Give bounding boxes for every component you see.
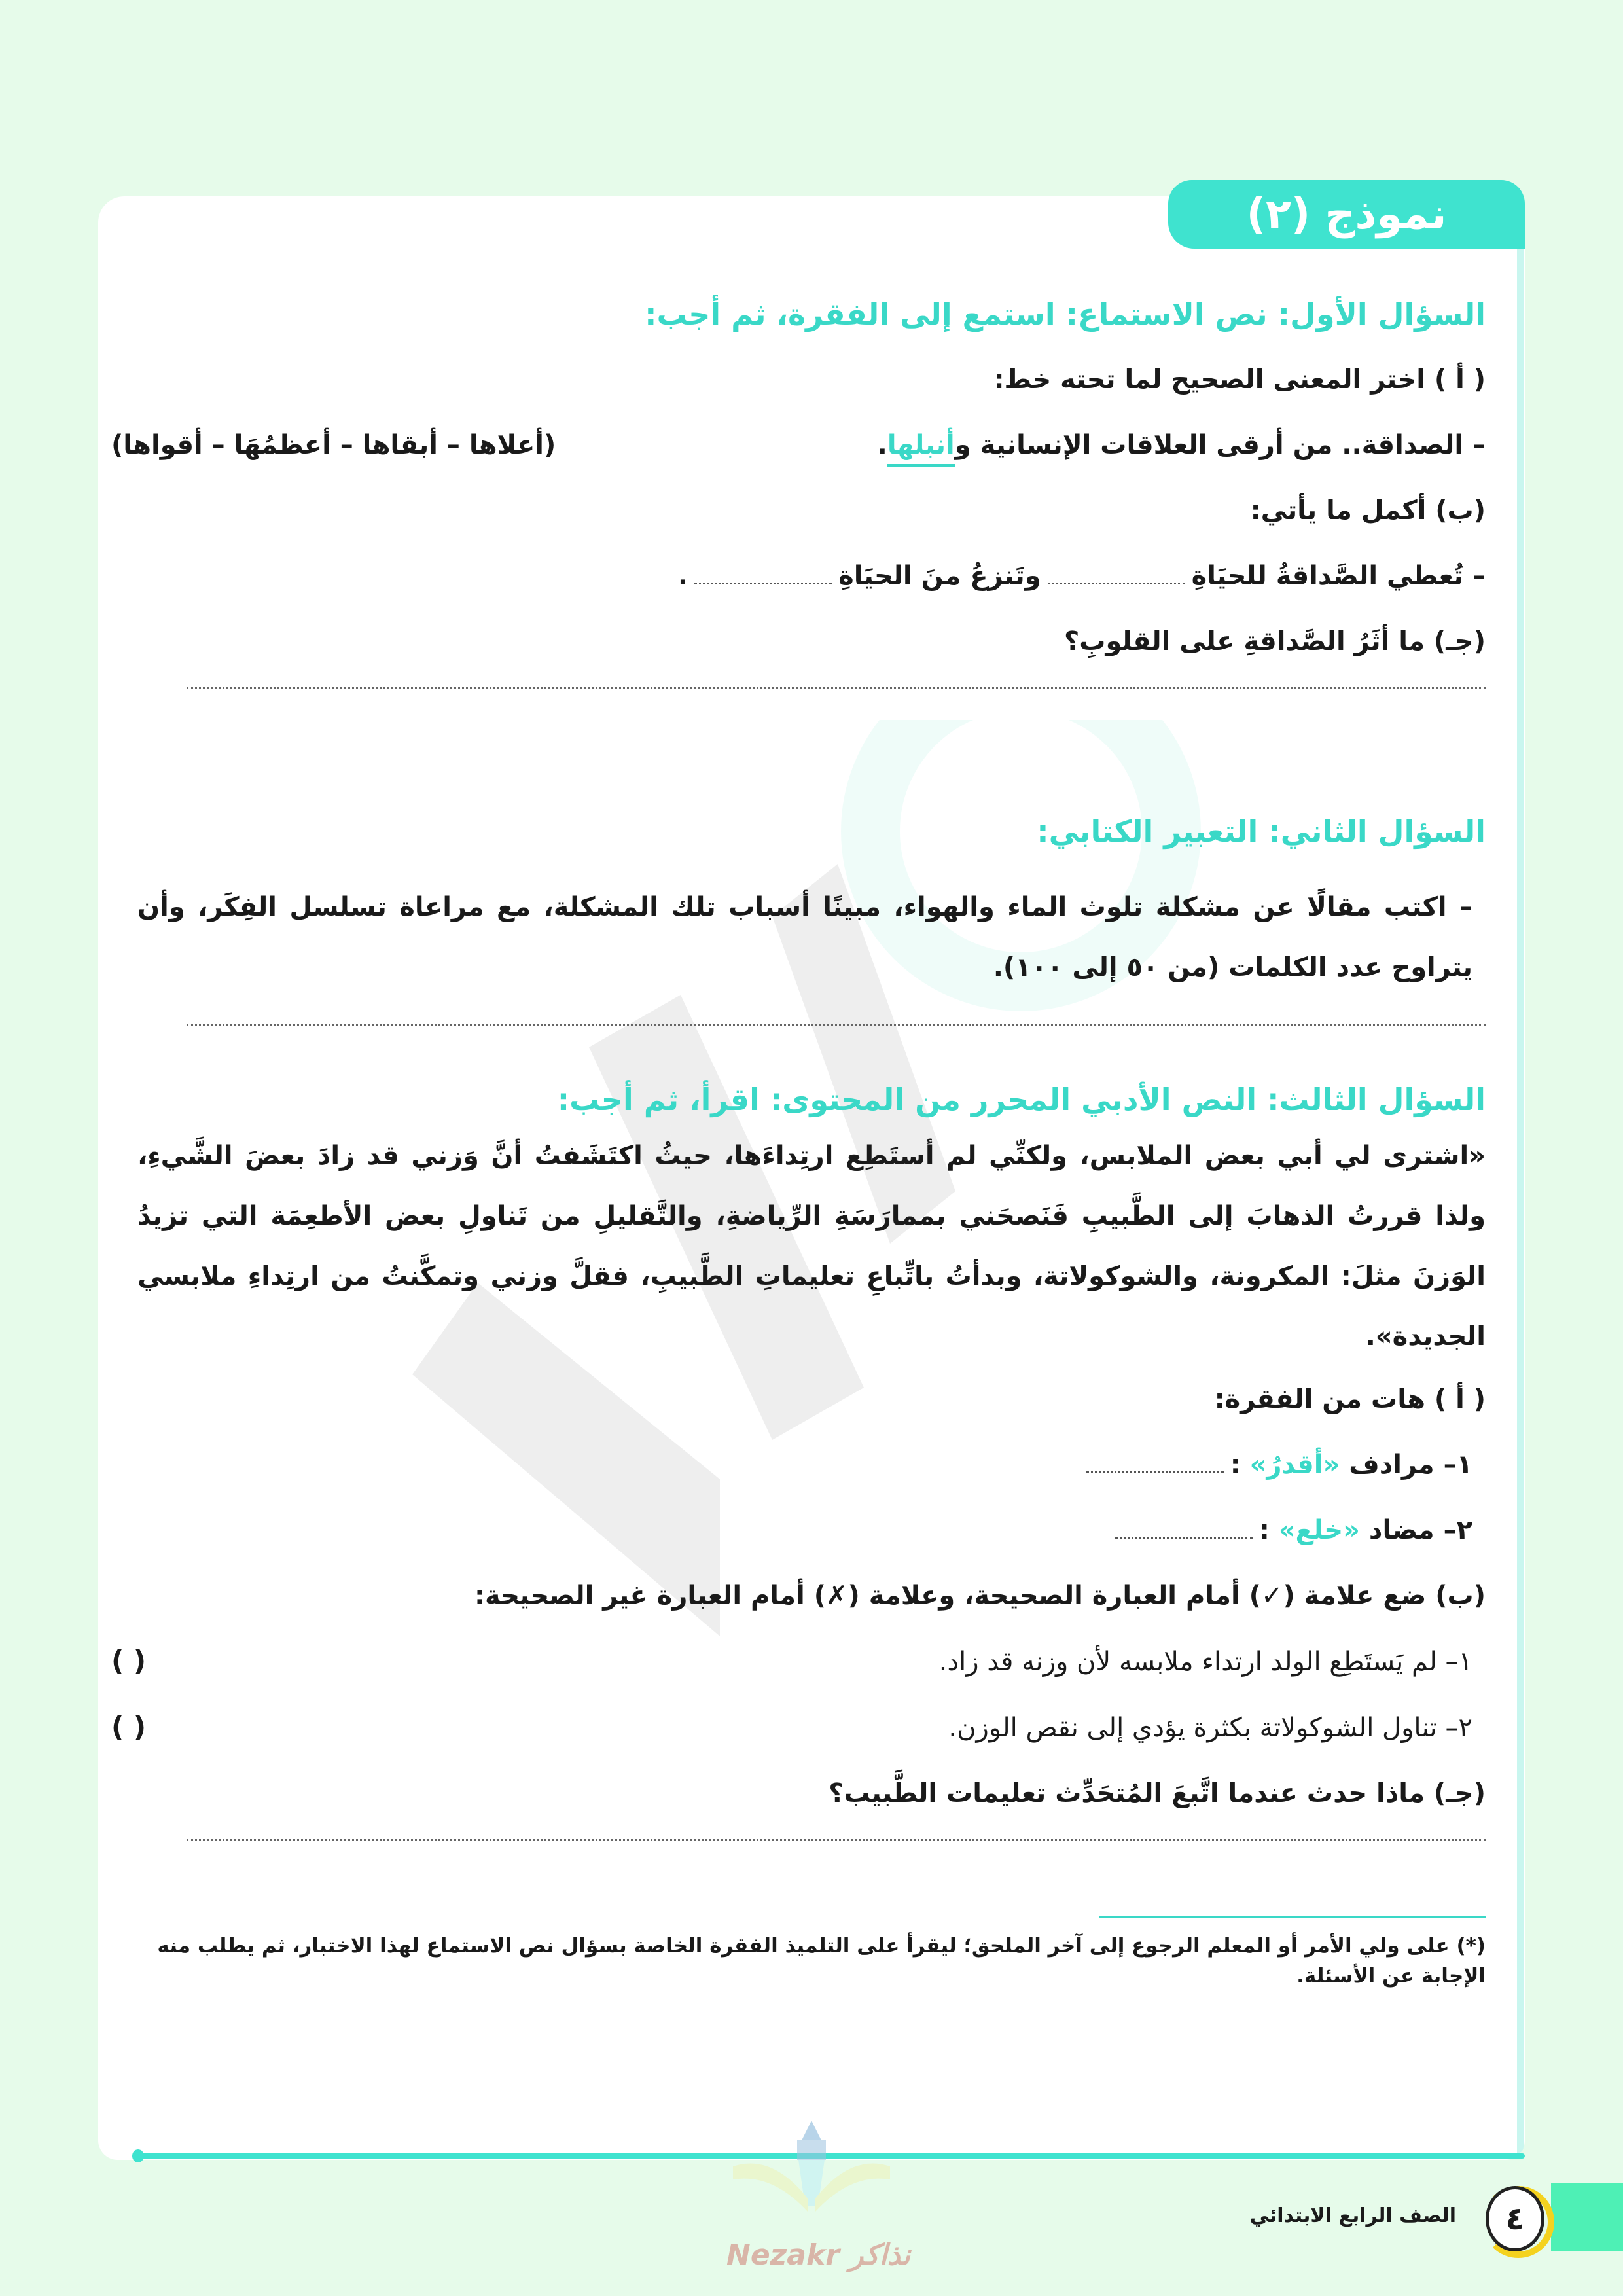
q3-b-label: (ب) ضع علامة (✓) أمام العبارة الصحيحة، وعلامة (✗) أمام العبارة غير الصحيحة: (474, 1581, 1486, 1611)
period: . (677, 561, 688, 591)
colon: : (1258, 1515, 1270, 1545)
q3-passage: «اشترى لي أبي بعض الملابس، ولكنِّي لم أستَطِع ارتِداءَها، حيثُ اكتَشَفتُ أنَّ وَزني قد زادَ بعضَ الشَّيءِ، ولذا قررتُ الذهابَ إلى الطَّبيبِ فَنَصحَني بممارَسَةِ الرِّياضةِ، والتَّقليلِ من تَناولِ بعض الأطعِمَة التي تزيدُ الوَزنَ مثلَ: المكرونة، والشوكولاتة، وبدأتُ باتِّباعِ تعليماتِ الطَّبيبِ، فقلَّ وزني وتمكَّنتُ من ارتِداءِ ملابسي الجديدة». (137, 1141, 1486, 1352)
q1-a-row (111, 425, 1486, 465)
q1-b-label: (ب) أكمل ما يأتي: (1250, 495, 1486, 526)
q3-heading: السؤال الثالث: النص الأدبي المحرر من المحتوى: اقرأ، ثم أجب: (557, 1082, 1486, 1117)
page-title: نموذج (٢) (1168, 180, 1525, 249)
q3-a1 (137, 1445, 1486, 1484)
question-1 (111, 295, 1486, 715)
q3-b1: ١– لم يَستَطِع الولد ارتداء ملابسه لأن وزنه قد زاد. (938, 1647, 1472, 1677)
footer-tab (1551, 2183, 1623, 2251)
grade-label: الصف الرابع الابتدائي (1249, 2204, 1456, 2227)
answer-blank[interactable] (1048, 583, 1185, 584)
q1-a-options: (أعلاها – أبقاها – أعظمُهَا – أقواها) (111, 430, 556, 460)
q2-text: – اكتب مقالًا عن مشكلة تلوث الماء والهواء، مبينًا أسباب تلك المشكلة، مع مراعاة تسلسل الفِكَر، وأن يتراوح عدد الكلمات (من ٥٠ إلى ١٠٠). (137, 892, 1472, 982)
q3-a2 (137, 1511, 1486, 1550)
b-part1: – تُعطي الصَّداقةُ للحيَاةِ (1191, 561, 1486, 591)
q1-b-sentence (137, 556, 1486, 596)
q1-a-sentence (878, 425, 1486, 465)
q1-c-label: (جـ) ما أثَرُ الصَّداقةِ على القلوبِ؟ (1064, 626, 1486, 656)
question-3 (111, 1080, 1486, 1867)
q1-a-label: ( أ ) اختر المعنى الصحيح لما تحته خط: (993, 365, 1486, 395)
sentence-prefix: – الصداقة.. من أرقى العلاقات الإنسانية و (954, 430, 1486, 460)
q3-b2-row (111, 1708, 1486, 1748)
question-2 (137, 812, 1486, 1052)
answer-box-2[interactable]: ( ) (111, 1711, 147, 1743)
underlined-word: أنبلها (887, 430, 955, 467)
b-part2: وتَنزعُ منَ الحيَاةِ (838, 561, 1041, 591)
period: . (877, 430, 887, 460)
footnote-rule (1099, 1916, 1486, 1918)
q3-c-label: (جـ) ماذا حدث عندما اتَّبعَ المُتحَدِّث تعليمات الطَّبيب؟ (829, 1778, 1486, 1808)
page-number: ٤ (1486, 2186, 1544, 2251)
colon: : (1230, 1450, 1241, 1480)
answer-blank[interactable] (1086, 1471, 1224, 1473)
bottom-line-dot (132, 2149, 144, 2162)
answer-blank[interactable] (1115, 1537, 1253, 1539)
q1-heading: السؤال الأول: نص الاستماع: استمع إلى الفقرة، ثم أجب: (645, 296, 1486, 332)
a2-word: «خلع» (1278, 1515, 1360, 1545)
page-border (1517, 242, 1524, 2153)
logo-text: Nezakr نذاكر (726, 2238, 911, 2272)
a1-word: «أقدرُ» (1249, 1450, 1340, 1480)
q2-heading: السؤال الثاني: التعبير الكتابي: (1037, 814, 1486, 849)
answer-blank[interactable] (694, 583, 832, 584)
q3-a-label: ( أ ) هات من الفقرة: (1214, 1384, 1486, 1414)
footnote: (*) على ولي الأمر أو المعلم الرجوع إلى آخر الملحق؛ ليقرأ على التلميذ الفقرة الخاصة بسؤال نص الاستماع لهذا الاختبار، ثم يطلب منه الإجابة عن الأسئلة. (157, 1934, 1486, 1988)
answer-line[interactable] (187, 1024, 1486, 1026)
answer-line[interactable] (187, 1839, 1486, 1841)
a2-prefix: ٢– مضاد (1368, 1515, 1472, 1545)
answer-box-1[interactable]: ( ) (111, 1645, 147, 1677)
q3-b1-row (111, 1641, 1486, 1681)
answer-line[interactable] (187, 687, 1486, 689)
nezakr-logo-icon (720, 2114, 903, 2238)
a1-prefix: ١– مرادف (1349, 1450, 1472, 1480)
q3-b2: ٢– تناول الشوكولاتة بكثرة يؤدي إلى نقص الوزن. (948, 1713, 1472, 1743)
